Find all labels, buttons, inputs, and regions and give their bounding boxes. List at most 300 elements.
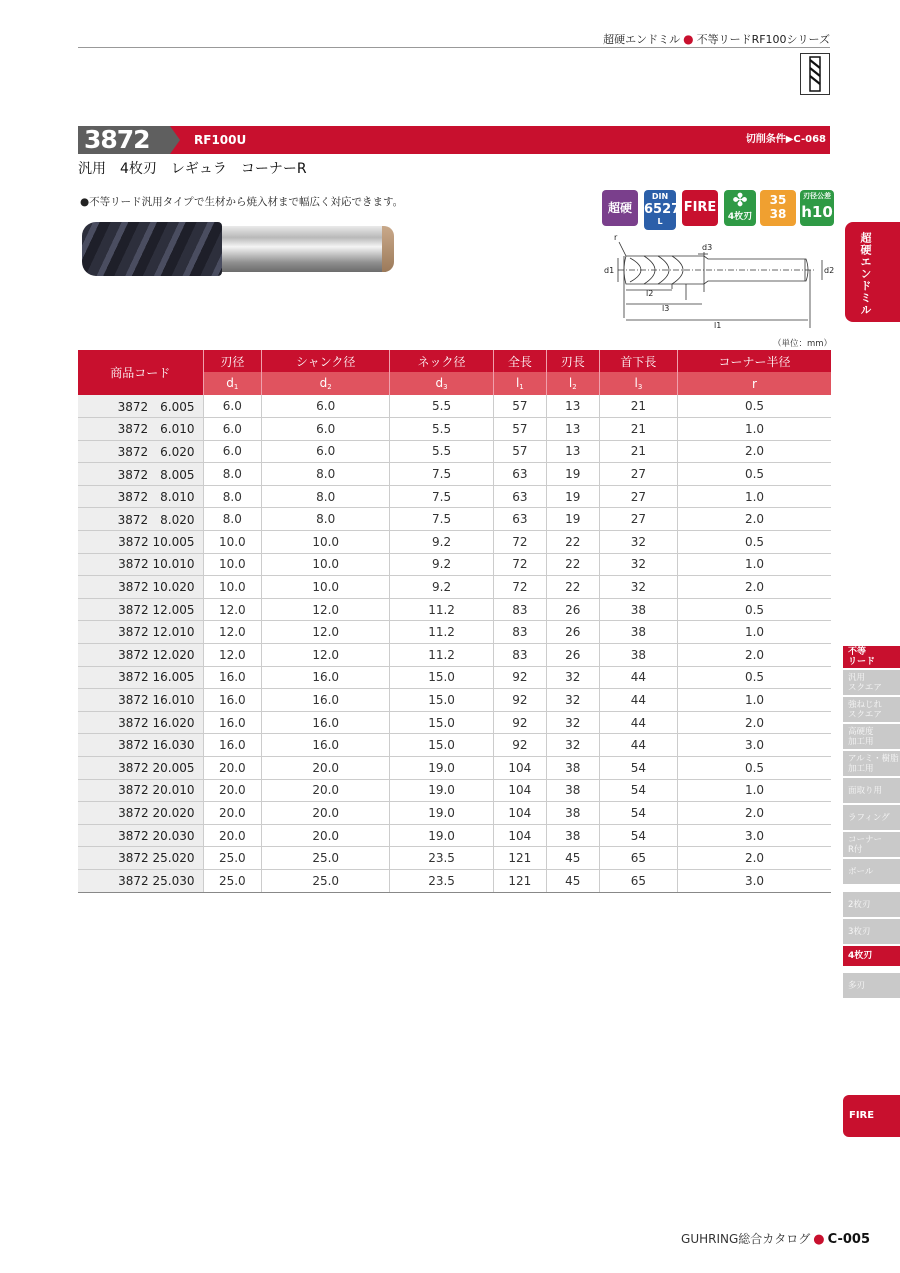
symbol-subscript: 1 (233, 383, 239, 391)
table-row (78, 734, 831, 757)
table-row (78, 485, 831, 508)
breadcrumb-series: 不等リードRF100シリーズ (696, 33, 830, 46)
side-nav-item[interactable] (843, 805, 900, 830)
table-cell: 104 (493, 779, 546, 802)
side-nav-label: 4枚刃 (848, 951, 873, 961)
table-cell: 20.0 (262, 757, 390, 780)
table-cell: 20.0 (262, 779, 390, 802)
bullet-dot-icon: ● (683, 32, 694, 46)
table-cell: 16.0 (262, 689, 390, 712)
side-nav-item[interactable] (843, 946, 900, 966)
label-d2: d2 (824, 266, 835, 275)
tolerance-caption: 刃径公差 (803, 192, 831, 200)
table-cell: 54 (599, 802, 677, 825)
table-cell: 92 (493, 711, 546, 734)
table-cell: 83 (493, 644, 546, 667)
table-row (78, 598, 831, 621)
column-symbol (678, 372, 831, 395)
table-cell: 2.0 (678, 508, 831, 531)
endmill-icon (800, 53, 830, 95)
table-cell: 0.5 (678, 598, 831, 621)
product-code-cell: 3872 25.020 (78, 847, 203, 870)
table-row (78, 779, 831, 802)
table-cell: 63 (493, 463, 546, 486)
column-header: ネック径 (390, 350, 494, 372)
side-nav-item[interactable] (843, 724, 900, 749)
table-cell: 38 (599, 644, 677, 667)
column-header-code: 商品コード (78, 350, 203, 395)
table-cell: 8.0 (262, 508, 390, 531)
table-cell: 19 (546, 463, 599, 486)
table-cell: 21 (599, 418, 677, 441)
table-cell: 20.0 (262, 802, 390, 825)
table-cell: 72 (493, 531, 546, 554)
table-cell: 5.5 (390, 418, 494, 441)
product-code-cell: 3872 20.020 (78, 802, 203, 825)
side-nav-label: 多刃 (848, 980, 866, 991)
table-cell: 6.0 (203, 395, 262, 418)
table-cell: 13 (546, 395, 599, 418)
table-cell: 57 (493, 418, 546, 441)
table-cell: 19.0 (390, 824, 494, 847)
table-row (78, 440, 831, 463)
table-cell: 3.0 (678, 824, 831, 847)
column-symbol (390, 372, 494, 395)
helix-angle-badge: 35 38 (760, 190, 796, 226)
dimension-drawing (596, 232, 836, 332)
din-suffix: L (657, 217, 663, 226)
unit-label: （単位：mm） (772, 339, 832, 349)
table-cell: 32 (546, 689, 599, 712)
column-symbol (262, 372, 390, 395)
table-cell: 19 (546, 508, 599, 531)
table-cell: 45 (546, 869, 599, 892)
side-nav-item[interactable] (843, 697, 900, 722)
table-cell: 13 (546, 440, 599, 463)
table-cell: 1.0 (678, 689, 831, 712)
table-cell: 1.0 (678, 418, 831, 441)
side-nav-label: コーナー R付 (848, 834, 883, 855)
side-nav-label: アルミ・樹脂 加工用 (848, 753, 899, 774)
table-cell: 26 (546, 644, 599, 667)
table-row (78, 418, 831, 441)
table-cell: 72 (493, 576, 546, 599)
table-cell: 5.5 (390, 395, 494, 418)
table-cell: 16.0 (203, 711, 262, 734)
table-cell: 104 (493, 802, 546, 825)
symbol-subscript: 3 (443, 383, 448, 391)
product-code-cell: 3872 10.010 (78, 553, 203, 576)
table-cell: 19.0 (390, 757, 494, 780)
table-cell: 38 (546, 802, 599, 825)
table-cell: 9.2 (390, 576, 494, 599)
table-cell: 65 (599, 847, 677, 870)
table-cell: 8.0 (262, 463, 390, 486)
table-row (78, 802, 831, 825)
table-cell: 10.0 (203, 553, 262, 576)
table-cell: 54 (599, 757, 677, 780)
table-cell: 20.0 (203, 824, 262, 847)
endmill-shank-end (382, 226, 394, 272)
symbol-subscript: 3 (637, 383, 643, 391)
product-number: 3872 (84, 125, 150, 154)
side-nav-label: 高硬度 加工用 (848, 726, 874, 747)
table-cell: 32 (599, 553, 677, 576)
tolerance-value: h10 (801, 203, 833, 221)
product-code-cell: 3872 10.005 (78, 531, 203, 554)
column-header: 刃径 (203, 350, 262, 372)
symbol-base: l (568, 376, 573, 390)
table-cell: 21 (599, 395, 677, 418)
table-cell: 25.0 (262, 869, 390, 892)
bullet-dot-icon: ● (813, 1232, 825, 1247)
side-nav-label: 2枚刃 (848, 899, 871, 910)
side-nav-label: 3枚刃 (848, 926, 871, 937)
side-tab-fire[interactable]: FIRE (843, 1095, 900, 1137)
table-cell: 12.0 (262, 644, 390, 667)
column-header: シャンク径 (262, 350, 390, 372)
table-cell: 16.0 (203, 689, 262, 712)
product-code-cell: 3872 12.005 (78, 598, 203, 621)
table-cell: 5.5 (390, 440, 494, 463)
side-nav-label: 面取り用 (848, 785, 883, 796)
table-row (78, 824, 831, 847)
table-cell: 16.0 (262, 711, 390, 734)
breadcrumb (603, 31, 830, 47)
product-code-cell: 3872 6.005 (78, 395, 203, 418)
table-cell: 63 (493, 485, 546, 508)
table-cell: 27 (599, 463, 677, 486)
table-cell: 12.0 (203, 644, 262, 667)
table-cell: 16.0 (203, 734, 262, 757)
column-symbol (546, 372, 599, 395)
table-cell: 9.2 (390, 553, 494, 576)
table-cell: 27 (599, 485, 677, 508)
table-row (78, 576, 831, 599)
cutting-conditions-link[interactable]: 切削条件▶C-068 (745, 134, 826, 145)
table-cell: 65 (599, 869, 677, 892)
table-cell: 0.5 (678, 757, 831, 780)
table-cell: 10.0 (203, 531, 262, 554)
flute-count-badge (724, 190, 756, 226)
side-tab-label: 超硬エンドミル (859, 232, 872, 316)
table-row (78, 463, 831, 486)
table-cell: 6.0 (203, 440, 262, 463)
table-cell: 25.0 (203, 847, 262, 870)
endmill-shank (216, 226, 392, 272)
table-row (78, 666, 831, 689)
table-cell: 21 (599, 440, 677, 463)
table-cell: 15.0 (390, 689, 494, 712)
table-cell: 20.0 (203, 757, 262, 780)
product-code-cell: 3872 20.010 (78, 779, 203, 802)
table-cell: 7.5 (390, 485, 494, 508)
catalog-name: GUHRING総合カタログ (681, 1232, 811, 1246)
product-code-cell: 3872 16.010 (78, 689, 203, 712)
symbol-base: d (226, 376, 234, 390)
table-cell: 8.0 (203, 463, 262, 486)
table-cell: 83 (493, 598, 546, 621)
table-row (78, 553, 831, 576)
label-d1: d1 (604, 266, 615, 275)
product-code-cell: 3872 12.020 (78, 644, 203, 667)
table-cell: 32 (599, 576, 677, 599)
table-cell: 38 (546, 779, 599, 802)
din-badge (644, 190, 681, 230)
table-header-row (78, 350, 831, 372)
table-cell: 38 (546, 757, 599, 780)
product-code-cell: 3872 6.020 (78, 440, 203, 463)
column-header: コーナー半径 (678, 350, 831, 372)
table-cell: 13 (546, 418, 599, 441)
table-cell: 26 (546, 621, 599, 644)
symbol-base: r (752, 376, 757, 391)
table-cell: 11.2 (390, 644, 494, 667)
table-cell: 104 (493, 757, 546, 780)
feature-badges (602, 190, 834, 232)
table-cell: 15.0 (390, 666, 494, 689)
table-cell: 1.0 (678, 779, 831, 802)
table-cell: 63 (493, 508, 546, 531)
table-cell: 44 (599, 734, 677, 757)
table-cell: 8.0 (203, 508, 262, 531)
flute-count-label: 4枚刃 (727, 212, 753, 222)
symbol-subscript: 1 (519, 383, 524, 391)
table-cell: 1.0 (678, 485, 831, 508)
side-nav-label: 不等 リード (848, 647, 876, 667)
side-nav-label: 強ねじれ スクエア (848, 699, 883, 720)
table-cell: 2.0 (678, 802, 831, 825)
table-row (78, 621, 831, 644)
product-code-cell: 3872 16.030 (78, 734, 203, 757)
side-nav-item[interactable] (843, 778, 900, 803)
side-nav-item[interactable] (843, 832, 900, 857)
label-r: r (614, 233, 618, 242)
table-cell: 22 (546, 576, 599, 599)
table-body (78, 395, 831, 892)
table-cell: 54 (599, 824, 677, 847)
table-cell: 45 (546, 847, 599, 870)
table-cell: 15.0 (390, 711, 494, 734)
table-cell: 16.0 (203, 666, 262, 689)
table-cell: 3.0 (678, 734, 831, 757)
spec-table (78, 350, 831, 893)
table-cell: 7.5 (390, 508, 494, 531)
table-cell: 38 (599, 621, 677, 644)
symbol-subscript: 2 (327, 383, 332, 391)
page-footer (681, 1230, 870, 1247)
table-cell: 10.0 (262, 576, 390, 599)
table-cell: 12.0 (262, 598, 390, 621)
table-cell: 32 (546, 711, 599, 734)
din-label: DIN (651, 192, 669, 201)
din-number: 6527 (644, 202, 681, 217)
table-cell: 6.0 (262, 395, 390, 418)
column-symbol (203, 372, 262, 395)
side-nav-item[interactable] (843, 646, 900, 668)
table-cell: 12.0 (203, 598, 262, 621)
table-cell: 23.5 (390, 869, 494, 892)
table-cell: 12.0 (262, 621, 390, 644)
product-code-cell: 3872 8.020 (78, 508, 203, 531)
product-code-cell: 3872 10.020 (78, 576, 203, 599)
table-cell: 57 (493, 395, 546, 418)
table-row (78, 689, 831, 712)
side-nav-item[interactable] (843, 919, 900, 944)
symbol-base: l (634, 376, 638, 390)
product-code-cell: 3872 20.005 (78, 757, 203, 780)
table-cell: 20.0 (262, 824, 390, 847)
product-subtitle: 汎用 4枚刃 レギュラ コーナーR (78, 161, 307, 177)
table-cell: 44 (599, 711, 677, 734)
table-cell: 10.0 (262, 553, 390, 576)
table-cell: 0.5 (678, 463, 831, 486)
table-cell: 22 (546, 531, 599, 554)
column-symbol (493, 372, 546, 395)
table-cell: 19.0 (390, 802, 494, 825)
table-cell: 57 (493, 440, 546, 463)
table-cell: 12.0 (203, 621, 262, 644)
product-code-cell: 3872 20.030 (78, 824, 203, 847)
table-cell: 23.5 (390, 847, 494, 870)
symbol-subscript: 2 (572, 383, 577, 391)
side-nav-item[interactable] (843, 973, 900, 998)
table-cell: 2.0 (678, 576, 831, 599)
side-nav-label: 汎用 スクエア (848, 672, 882, 693)
product-description: ●不等リード汎用タイプで生材から焼入材まで幅広く対応できます。 (80, 196, 404, 208)
fire-coating-badge: FIRE (682, 190, 718, 226)
product-code-cell: 3872 8.005 (78, 463, 203, 486)
table-cell: 32 (599, 531, 677, 554)
table-cell: 10.0 (262, 531, 390, 554)
table-cell: 92 (493, 689, 546, 712)
symbol-base: d (435, 376, 444, 390)
table-cell: 19 (546, 485, 599, 508)
breadcrumb-category: 超硬エンドミル (603, 33, 681, 46)
table-cell: 9.2 (390, 531, 494, 554)
side-tab-carbide-endmill[interactable] (845, 222, 900, 322)
table-cell: 25.0 (262, 847, 390, 870)
tolerance-badge (800, 190, 834, 226)
table-cell: 92 (493, 666, 546, 689)
table-cell: 7.5 (390, 463, 494, 486)
table-cell: 0.5 (678, 666, 831, 689)
table-row (78, 508, 831, 531)
table-cell: 1.0 (678, 553, 831, 576)
table-cell: 44 (599, 666, 677, 689)
table-cell: 121 (493, 869, 546, 892)
column-header: 首下長 (599, 350, 677, 372)
table-cell: 44 (599, 689, 677, 712)
table-cell: 72 (493, 553, 546, 576)
table-cell: 38 (546, 824, 599, 847)
table-cell: 6.0 (262, 418, 390, 441)
side-nav-item[interactable] (843, 751, 900, 776)
table-row (78, 757, 831, 780)
table-cell: 32 (546, 734, 599, 757)
side-nav-item[interactable] (843, 859, 900, 884)
table-cell: 6.0 (262, 440, 390, 463)
header-divider (78, 47, 830, 48)
table-row (78, 847, 831, 870)
table-cell: 22 (546, 553, 599, 576)
table-cell: 6.0 (203, 418, 262, 441)
table-cell: 38 (599, 598, 677, 621)
table-row (78, 869, 831, 892)
column-symbol (599, 372, 677, 395)
product-code-cell: 3872 6.010 (78, 418, 203, 441)
product-code-cell: 3872 16.005 (78, 666, 203, 689)
table-cell: 104 (493, 824, 546, 847)
side-nav-item[interactable] (843, 670, 900, 695)
table-cell: 11.2 (390, 598, 494, 621)
symbol-base: l (515, 376, 520, 390)
endmill-product-image (82, 222, 394, 276)
label-d3: d3 (702, 243, 713, 252)
side-nav-item[interactable] (843, 892, 900, 917)
product-code-cell: 3872 16.020 (78, 711, 203, 734)
table-cell: 83 (493, 621, 546, 644)
product-code-cell: 3872 25.030 (78, 869, 203, 892)
column-header: 刃長 (546, 350, 599, 372)
table-cell: 20.0 (203, 779, 262, 802)
table-cell: 20.0 (203, 802, 262, 825)
table-cell: 0.5 (678, 395, 831, 418)
series-name: RF100U (194, 133, 247, 147)
endmill-flutes (82, 222, 222, 276)
table-cell: 11.2 (390, 621, 494, 644)
table-cell: 8.0 (262, 485, 390, 508)
table-cell: 25.0 (203, 869, 262, 892)
product-number-block (78, 126, 170, 154)
symbol-base: d (319, 376, 328, 390)
table-cell: 2.0 (678, 711, 831, 734)
table-row (78, 644, 831, 667)
table-row (78, 531, 831, 554)
table-cell: 2.0 (678, 440, 831, 463)
table-cell: 16.0 (262, 666, 390, 689)
column-header: 全長 (493, 350, 546, 372)
table-cell: 1.0 (678, 621, 831, 644)
product-title-bar (78, 126, 830, 154)
clover-icon: ✤ (732, 190, 748, 211)
carbide-badge: 超硬 (602, 190, 638, 226)
product-code-cell: 3872 8.010 (78, 485, 203, 508)
label-l1: l1 (714, 321, 722, 330)
table-cell: 32 (546, 666, 599, 689)
table-cell: 3.0 (678, 869, 831, 892)
table-cell: 2.0 (678, 847, 831, 870)
table-cell: 8.0 (203, 485, 262, 508)
page-number: C-005 (827, 1232, 870, 1247)
table-cell: 10.0 (203, 576, 262, 599)
table-cell: 2.0 (678, 644, 831, 667)
table-row (78, 711, 831, 734)
table-cell: 0.5 (678, 531, 831, 554)
table-cell: 26 (546, 598, 599, 621)
table-cell: 16.0 (262, 734, 390, 757)
table-cell: 54 (599, 779, 677, 802)
table-row (78, 395, 831, 418)
label-l2: l2 (646, 289, 654, 298)
table-cell: 92 (493, 734, 546, 757)
table-cell: 27 (599, 508, 677, 531)
title-arrow-icon (170, 126, 180, 154)
product-code-cell: 3872 12.010 (78, 621, 203, 644)
table-cell: 15.0 (390, 734, 494, 757)
table-cell: 19.0 (390, 779, 494, 802)
side-nav-label: ボール (848, 866, 874, 877)
